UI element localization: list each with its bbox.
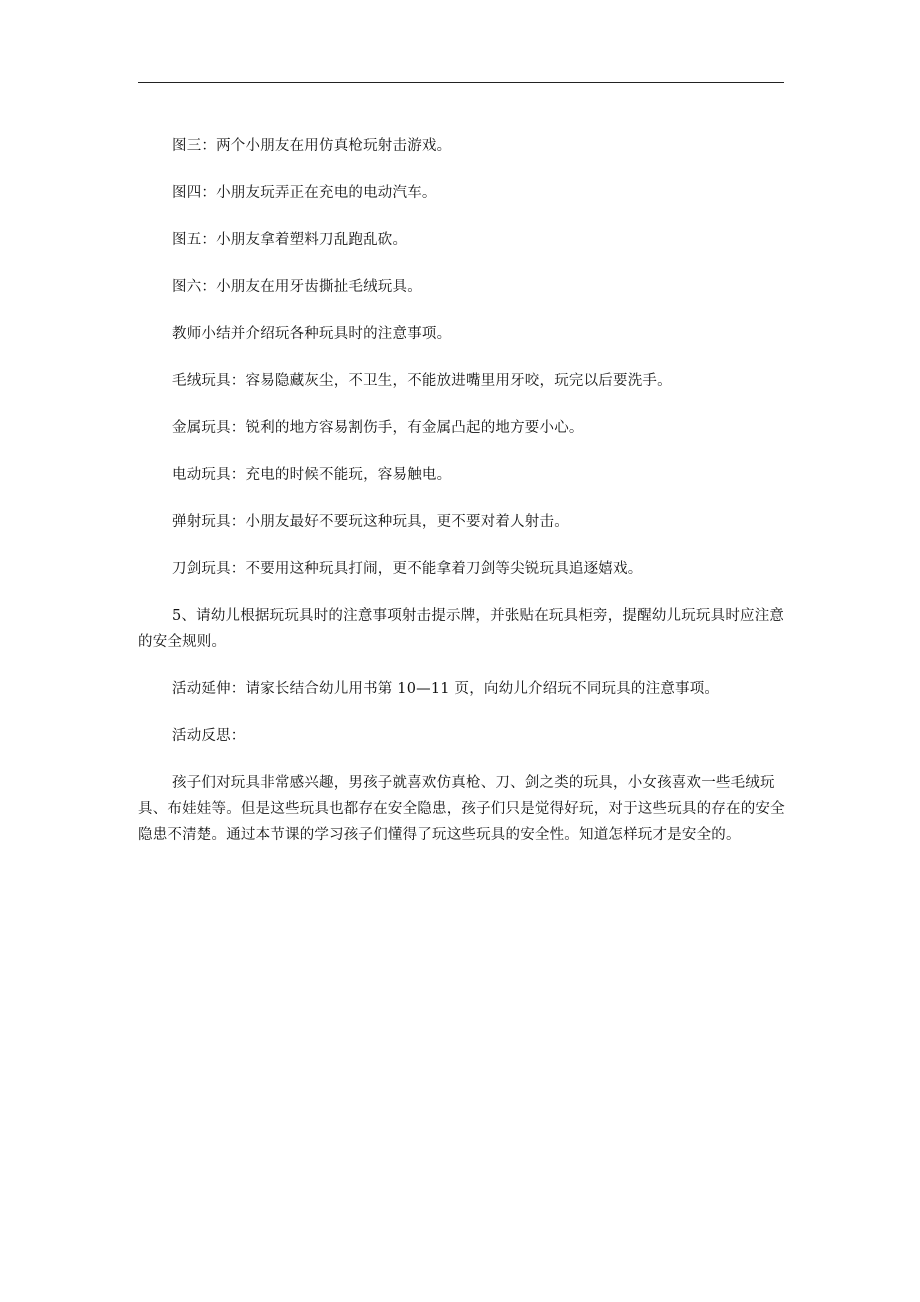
paragraph-figure-3: 图三：两个小朋友在用仿真枪玩射击游戏。 xyxy=(172,138,452,154)
paragraph-reflection-heading: 活动反思： xyxy=(172,728,246,744)
paragraph-figure-6: 图六：小朋友在用牙齿撕扯毛绒玩具。 xyxy=(172,279,422,295)
paragraph-step-5: 5、请幼儿根据玩玩具时的注意事项射击提示牌，并张贴在玩具柜旁，提醒幼儿玩玩具时应注意的安全规则。 xyxy=(138,608,785,650)
paragraph-electric-toys: 电动玩具：充电的时候不能玩，容易触电。 xyxy=(172,467,452,483)
paragraph-activity-extension: 活动延伸：请家长结合幼儿用书第 10—11 页，向幼儿介绍玩不同玩具的注意事项。 xyxy=(172,681,720,697)
paragraph-figure-4: 图四：小朋友玩弄正在充电的电动汽车。 xyxy=(172,185,437,201)
paragraph-teacher-summary: 教师小结并介绍玩各种玩具时的注意事项。 xyxy=(172,326,452,342)
paragraph-projectile-toys: 弹射玩具：小朋友最好不要玩这种玩具，更不要对着人射击。 xyxy=(172,514,569,530)
paragraph-figure-5: 图五：小朋友拿着塑料刀乱跑乱砍。 xyxy=(172,232,408,248)
paragraph-plush-toys: 毛绒玩具：容易隐藏灰尘，不卫生，不能放进嘴里用牙咬，玩完以后要洗手。 xyxy=(172,373,672,389)
header-rule xyxy=(138,82,784,83)
paragraph-metal-toys: 金属玩具：锐利的地方容易割伤手，有金属凸起的地方要小心。 xyxy=(172,420,584,436)
paragraph-reflection-body: 孩子们对玩具非常感兴趣，男孩子就喜欢仿真枪、刀、剑之类的玩具，小女孩喜欢一些毛绒玩具、布娃娃等。但是这些玩具也都存在安全隐患，孩子们只是觉得好玩，对于这些玩具的存在的安全隐患不清楚。通过本节课的学习孩子们懂得了玩这些玩具的安全性。知道怎样玩才是安全的。 xyxy=(138,775,785,843)
paragraph-sword-toys: 刀剑玩具：不要用这种玩具打闹，更不能拿着刀剑等尖锐玩具追逐嬉戏。 xyxy=(172,561,643,577)
document-body xyxy=(138,133,788,869)
